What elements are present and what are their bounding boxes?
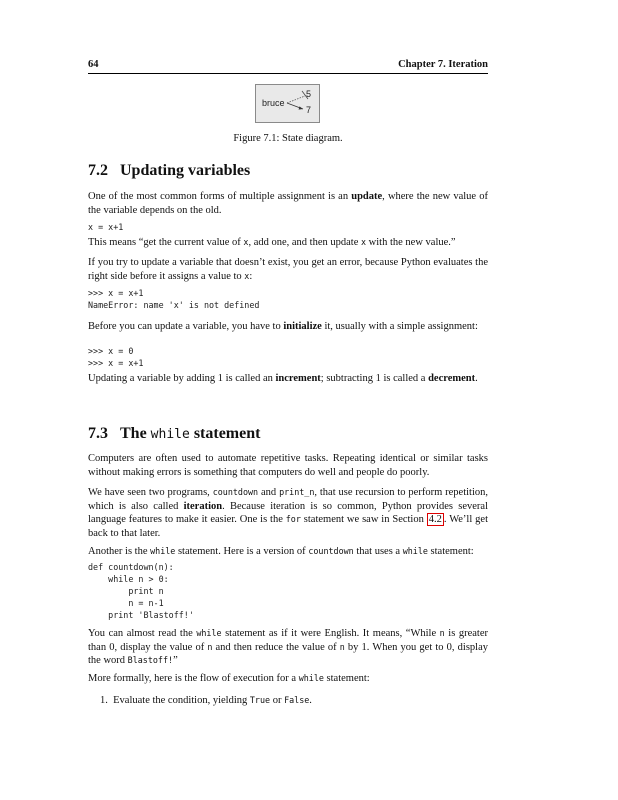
code-block: def countdown(n): while n > 0: print n n = n-1 print 'Blastoff!': [88, 562, 194, 620]
paragraph: We have seen two programs, countdown and print_n, that use recursion to perform repetition, which is also called iteration. Because iteration is so common, Python provides several language features to make it easier. One is the for statement we saw in Section 4.2 . We’ll get back to that later.: [88, 487, 488, 539]
code-block: x = x+1: [88, 222, 124, 232]
state-diagram: [255, 84, 320, 123]
paragraph: If you try to update a variable that doesn’t exist, you get an error, because Python evaluates the right side before it assigns a value to x:: [88, 257, 488, 282]
paragraph: You can almost read the while statement as if it were English. It means, “While n is greater than 0, display the value of n and then reduce the value of n by 1. When you get to 0, display the word Blastoff!”: [88, 628, 488, 666]
list-number: 1.: [100, 695, 108, 706]
figure-caption: Figure 7.1: State diagram.: [233, 133, 343, 144]
paragraph: More formally, here is the flow of execution for a while statement:: [88, 673, 370, 684]
paragraph: Computers are often used to automate repetitive tasks. Repeating identical or similar tasks without making errors is something that computers do well and people do poorly.: [88, 453, 488, 478]
old-value-arrow: [287, 96, 305, 103]
term-increment: increment: [275, 373, 321, 384]
section-number: 7.3: [88, 425, 108, 442]
section-number: 7.2: [88, 162, 108, 179]
list-item: 1. Evaluate the condition, yielding True or False.: [100, 695, 312, 706]
section-heading-7-3: 7.3 The while statement: [88, 425, 261, 442]
new-value: 7: [306, 105, 312, 115]
section-title: Updating variables: [120, 162, 251, 179]
section-link[interactable]: 4.2: [428, 514, 442, 525]
page-number: 64: [88, 59, 99, 70]
term-iteration: iteration: [183, 500, 223, 512]
chapter-title: Chapter 7. Iteration: [398, 59, 488, 70]
paragraph: Updating a variable by adding 1 is called an increment; subtracting 1 is called a decrement.: [88, 373, 478, 384]
term-initialize: initialize: [283, 321, 322, 332]
variable-name: bruce: [262, 98, 285, 108]
term-update: update: [351, 191, 383, 202]
running-header: [88, 59, 488, 73]
term-decrement: decrement: [428, 373, 476, 384]
paragraph: This means “get the current value of x, add one, and then update x with the new value.”: [88, 237, 456, 248]
code-block: >>> x = x+1 NameError: name 'x' is not defined: [88, 288, 260, 310]
paragraph: Before you can update a variable, you have to initialize it, usually with a simple assignment:: [88, 321, 478, 332]
section-heading-7-2: [88, 162, 250, 180]
old-value: 5: [306, 89, 312, 99]
header-rule: [88, 73, 488, 74]
paragraph: Another is the while statement. Here is a version of countdown that uses a while statement:: [88, 546, 474, 557]
paragraph: One of the most common forms of multiple assignment is an update, where the new value of the variable depends on the old.: [88, 191, 488, 216]
code-block: >>> x = 0 >>> x = x+1: [88, 346, 144, 368]
